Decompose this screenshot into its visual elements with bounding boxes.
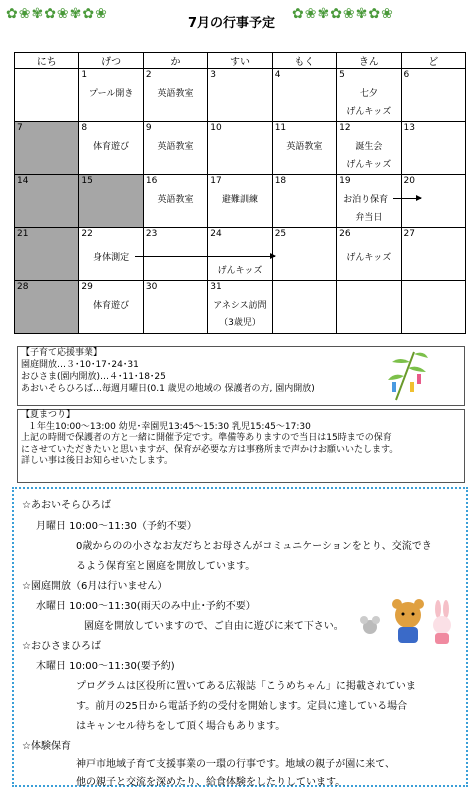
calendar-week-row [15, 122, 466, 175]
calendar-event: 英語教室 [286, 142, 323, 152]
calendar-day-cell [401, 228, 465, 281]
day-number: 7 [17, 123, 23, 133]
calendar-event: げんキッズ [217, 266, 263, 276]
weekday-fri: きん [337, 53, 401, 69]
calendar-event: （3歳児） [219, 318, 261, 328]
calendar-event: 避難訓練 [221, 195, 258, 205]
day-number: 13 [403, 123, 415, 133]
weekday-sat: ど [401, 53, 465, 69]
calendar-day-cell [401, 122, 465, 175]
summer-line: １年生10:00〜13:00 幼児･幸園児13:45〜15:30 乳児15:45〜17:30 [28, 421, 311, 432]
garden-title: ☆園庭開放（6月は行いません） [22, 581, 168, 592]
day-number: 12 [339, 123, 351, 133]
calendar-day-cell [401, 69, 465, 122]
garden-time: 水曜日 10:00〜11:30(雨天のみ中止･予約不要） [36, 601, 256, 612]
calendar-day-cell [15, 175, 79, 228]
calendar-day-cell [272, 228, 336, 281]
calendar-day-cell [15, 281, 79, 334]
calendar-day-cell [143, 175, 207, 228]
calendar-day-cell [272, 175, 336, 228]
day-number: 24 [210, 229, 222, 239]
calendar-week-row [15, 228, 466, 281]
calendar-day-cell [401, 175, 465, 228]
support-line: あおいそらひろば…毎週月曜日(0.1 歳児の地域の 保護者の方, 園内開放) [21, 384, 315, 394]
ohisama-title: ☆おひさまひろば [22, 641, 101, 652]
calendar-week-row [15, 69, 466, 122]
calendar-day-cell [272, 69, 336, 122]
ohisama-time: 木曜日 10:00〜11:30(要予約) [36, 661, 175, 672]
calendar-day-cell [208, 69, 272, 122]
aoi-title: ☆あおいそらひろば [22, 500, 111, 511]
calendar-day-cell [15, 228, 79, 281]
day-number: 29 [81, 282, 93, 292]
taiken-desc: 神戸市地域子育て支援事業の一環の行事です。地域の親子が園に来て、 [76, 759, 395, 770]
weekday-thu: もく [272, 53, 336, 69]
ohisama-desc: はキャンセル待ちをして頂く場合もあります。 [76, 721, 286, 732]
aoi-desc: 0歳からのの小さなお友だちとお母さんがコミュニケーションをとり、交流でき [76, 541, 432, 552]
calendar-day-cell [272, 281, 336, 334]
day-number: 21 [17, 229, 29, 239]
day-number: 28 [17, 282, 29, 292]
day-number: 25 [274, 229, 287, 239]
tanabata-decoration-icon: ✿❀✾✿❀✾✿❀ [292, 6, 394, 22]
calendar-event: 英語教室 [157, 142, 194, 152]
support-line: おひさま(園内開放)…４･11･18･25 [21, 372, 166, 382]
aoi-time: 月曜日 10:00〜11:30（予約不要） [36, 521, 197, 532]
calendar-day-cell [208, 228, 272, 281]
calendar-day-cell [337, 281, 401, 334]
garden-desc: 園庭を開放していますので、ご自由に遊びに来て下さい。 [84, 621, 344, 632]
day-number: 8 [81, 123, 88, 133]
taiken-desc: 他の親子と交流を深めたり、給食体験をしたりしています。 [76, 777, 346, 788]
day-number: 30 [145, 282, 158, 292]
calendar-event: 七夕 [359, 89, 378, 99]
summer-line: にさせていただきたいと思いますが、保育が必要な方は事務所まで声かけお願いいたします。 [21, 444, 399, 455]
support-line: 園庭開放…３･10･17･24･31 [21, 360, 139, 370]
summer-line: 詳しい事は後日お知らせいたします。 [21, 456, 174, 466]
calendar-event: 体育遊び [93, 301, 130, 311]
day-number: 15 [81, 176, 93, 186]
day-number: 2 [145, 70, 152, 80]
summer-heading: 【夏まつり】 [21, 410, 76, 420]
weekday-mon: げつ [79, 53, 143, 69]
summer-festival-box [17, 409, 465, 483]
day-number: 19 [339, 176, 351, 186]
calendar-event: アネシス訪問 [213, 301, 267, 311]
calendar-event: 英語教室 [157, 195, 194, 205]
day-number: 31 [210, 282, 222, 292]
calendar-day-cell [79, 175, 143, 228]
calendar-day-cell [79, 228, 143, 281]
calendar-day-cell [79, 281, 143, 334]
calendar-event: 誕生会 [355, 142, 383, 152]
day-number: 14 [17, 176, 29, 186]
ohisama-desc: す。前月の25日から電話予約の受付を開始します。定員に達している場合 [76, 701, 408, 712]
calendar-day-cell [79, 69, 143, 122]
header [0, 0, 472, 44]
ohisama-desc: プログラムは区役所に置いてある広報誌「こうめちゃん」に掲載されていま [76, 681, 416, 692]
calendar-day-cell [337, 69, 401, 122]
calendar-event: 弁当日 [355, 213, 383, 223]
day-number: 10 [210, 123, 222, 133]
calendar-event: お泊り保育 [343, 195, 389, 205]
weekday-wed: すい [208, 53, 272, 69]
bamboo-decoration-icon [384, 348, 430, 402]
day-number: 6 [403, 70, 410, 80]
calendar-day-cell [272, 122, 336, 175]
calendar-day-cell [337, 175, 401, 228]
support-heading: 【子育て応援事業】 [21, 348, 103, 358]
calendar-day-cell [143, 281, 207, 334]
calendar-day-cell [337, 228, 401, 281]
calendar-day-cell [401, 281, 465, 334]
weekday-header-row [15, 53, 466, 69]
day-number: 4 [274, 70, 281, 80]
calendar-day-cell [208, 281, 272, 334]
calendar-day-cell [208, 175, 272, 228]
weekday-tue: か [143, 53, 207, 69]
day-number: 17 [210, 176, 222, 186]
weekday-sun: にち [15, 53, 79, 69]
day-number: 5 [339, 70, 345, 80]
calendar-day-cell [337, 122, 401, 175]
event-calendar [14, 52, 466, 334]
day-number: 9 [145, 123, 152, 133]
day-number: 26 [339, 229, 351, 239]
calendar-week-row [15, 175, 466, 228]
calendar-event: げんキッズ [346, 160, 392, 170]
tanabata-decoration-icon: ✿❀✾✿❀✾✿❀ [6, 6, 108, 22]
day-number: 11 [274, 123, 287, 133]
day-number: 16 [145, 176, 158, 186]
calendar-day-cell [143, 69, 207, 122]
day-number: 1 [81, 70, 88, 80]
day-number: 3 [210, 70, 216, 80]
calendar-event: プール開き [88, 89, 134, 99]
calendar-day-cell [143, 228, 207, 281]
summer-line: 上記の時間で保護者の方と一緒に開催予定です。準備等ありますので当日は15時までの保育 [21, 433, 392, 443]
calendar-event: げんキッズ [346, 253, 392, 263]
taiken-title: ☆体験保育 [22, 741, 71, 752]
calendar-day-cell [208, 122, 272, 175]
calendar-day-cell [79, 122, 143, 175]
day-number: 20 [403, 176, 415, 186]
page-title: 7月の行事予定 [188, 16, 276, 31]
aoi-desc: るよう保育室と園庭を開放しています。 [76, 561, 256, 572]
calendar-event: 英語教室 [157, 89, 194, 99]
calendar-day-cell [15, 69, 79, 122]
calendar-week-row [15, 281, 466, 334]
calendar-event: げんキッズ [346, 107, 392, 117]
calendar-event: 体育遊び [93, 142, 130, 152]
continuation-arrow-icon [135, 256, 275, 257]
calendar-day-cell [15, 122, 79, 175]
day-number: 22 [81, 229, 93, 239]
animal-mascot-icon [358, 597, 454, 647]
calendar-event: 身体測定 [93, 253, 130, 263]
day-number: 18 [274, 176, 287, 186]
day-number: 23 [145, 229, 158, 239]
calendar-day-cell [143, 122, 207, 175]
day-number: 27 [403, 229, 415, 239]
